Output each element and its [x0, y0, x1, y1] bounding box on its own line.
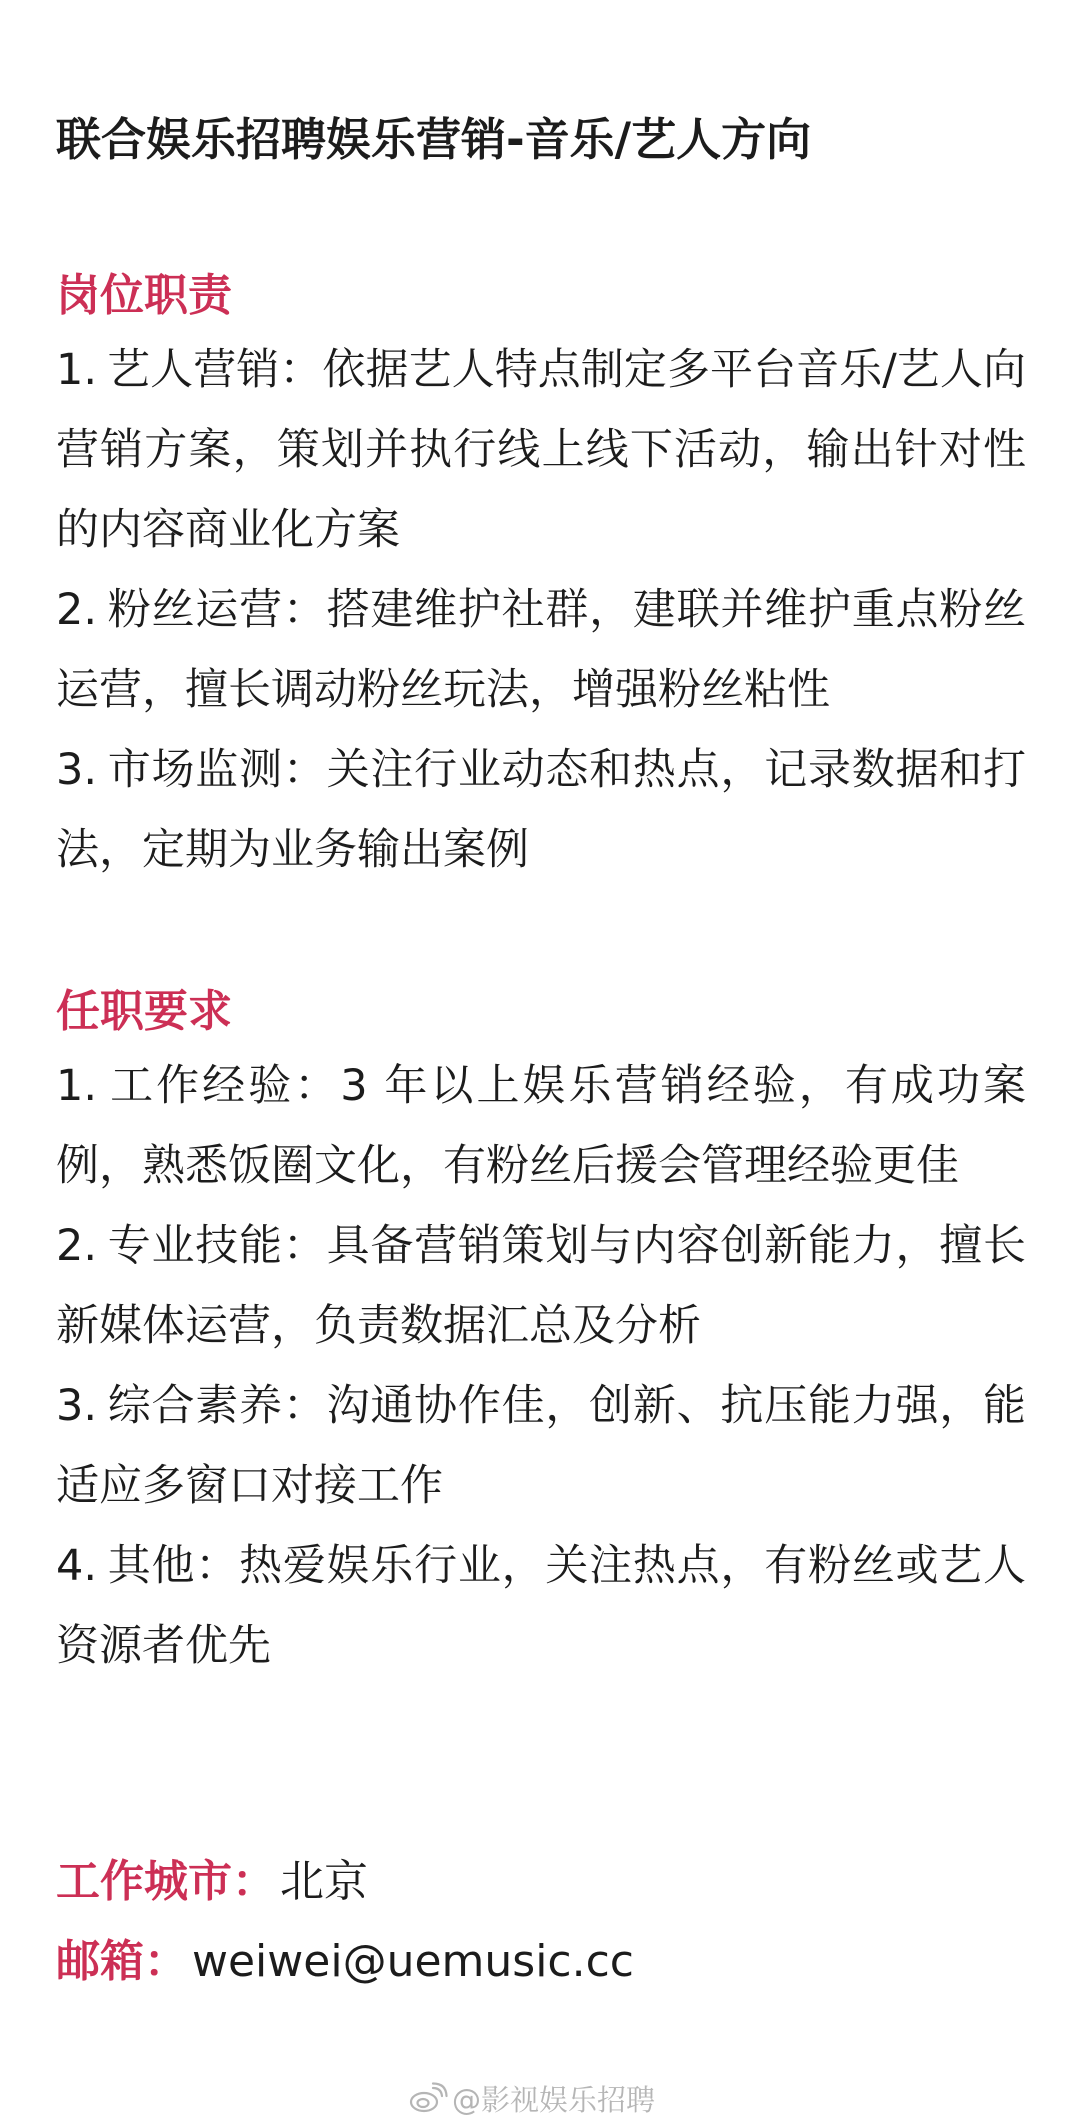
requirements-section	[56, 978, 1026, 1686]
watermark	[408, 2078, 655, 2118]
item-number: 1.	[56, 345, 98, 395]
email-label: 邮箱：	[56, 1936, 188, 1987]
responsibility-item	[56, 730, 1026, 890]
responsibilities-list	[56, 330, 1026, 890]
item-text: 专业技能：具备营销策划与内容创新能力，擅长新媒体运营，负责数据汇总及分析	[56, 1221, 1026, 1351]
item-number: 3.	[56, 1381, 98, 1431]
responsibility-item	[56, 570, 1026, 730]
work-city	[56, 1848, 368, 1916]
contact-email	[56, 1928, 634, 1996]
watermark-text: @影视娱乐招聘	[452, 2082, 656, 2117]
item-number: 3.	[56, 745, 98, 795]
work-city-label: 工作城市：	[56, 1856, 276, 1907]
responsibilities-heading: 岗位职责	[56, 270, 232, 321]
item-text: 市场监测：关注行业动态和热点，记录数据和打法，定期为业务输出案例	[56, 745, 1026, 875]
weibo-icon	[408, 2082, 448, 2114]
item-text: 粉丝运营：搭建维护社群，建联并维护重点粉丝运营，擅长调动粉丝玩法，增强粉丝粘性	[56, 585, 1026, 715]
email-value[interactable]: weiwei@uemusic.cc	[192, 1936, 634, 1987]
item-number: 4.	[56, 1541, 98, 1591]
requirements-heading: 任职要求	[56, 986, 232, 1037]
requirement-item	[56, 1526, 1026, 1686]
item-text: 艺人营销：依据艺人特点制定多平台音乐/艺人向营销方案，策划并执行线上线下活动，输出针对性的内容商业化方案	[56, 345, 1026, 555]
work-city-value: 北京	[280, 1856, 368, 1907]
responsibilities-section	[56, 262, 1026, 890]
requirement-item	[56, 1366, 1026, 1526]
responsibility-item	[56, 330, 1026, 570]
item-text: 工作经验：3 年以上娱乐营销经验，有成功案例，熟悉饭圈文化，有粉丝后援会管理经验更佳	[56, 1061, 1026, 1191]
item-number: 1.	[56, 1061, 98, 1111]
requirement-item	[56, 1206, 1026, 1366]
item-text: 综合素养：沟通协作佳，创新、抗压能力强，能适应多窗口对接工作	[56, 1381, 1026, 1511]
item-number: 2.	[56, 1221, 98, 1271]
item-text: 其他：热爱娱乐行业，关注热点，有粉丝或艺人资源者优先	[56, 1541, 1026, 1671]
requirements-list	[56, 1046, 1026, 1686]
requirement-item	[56, 1046, 1026, 1206]
page-title: 联合娱乐招聘娱乐营销-音乐/艺人方向	[56, 113, 812, 166]
item-number: 2.	[56, 585, 98, 635]
